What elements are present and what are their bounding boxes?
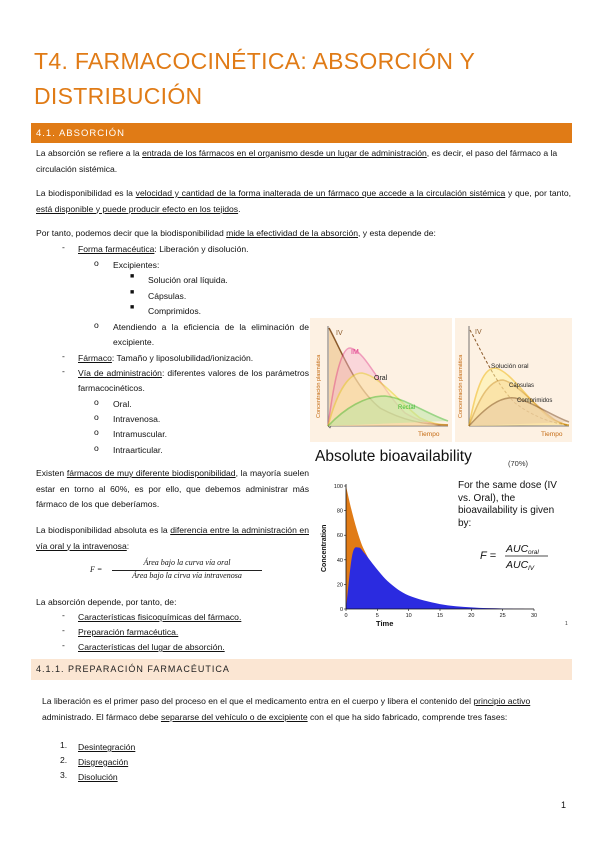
- page-title: T4. FARMACOCINÉTICA: ABSORCIÓN Y DISTRIBUCIÓN: [34, 48, 475, 109]
- subsection-header: [31, 659, 572, 680]
- x-axis-label: Time: [376, 619, 394, 628]
- circle-bullet: o: [94, 412, 99, 422]
- y-tick-label: 80: [336, 508, 343, 515]
- formula-lhs: F =: [480, 550, 497, 562]
- y-tick-label: 60: [336, 533, 343, 540]
- paragraph-biodisponibilidad: La biodisponibilidad es la velocidad y cantidad de la forma inalterada de un fármaco que accede a la circulación sistémica y que, por tanto, está disponible y puede producir efecto en los tejidos.: [36, 188, 572, 214]
- list-item-oral: Oral.: [113, 399, 132, 409]
- x-tick-label: 5: [375, 613, 379, 619]
- chart-note: For the same dose (IV vs. Oral), the bioavailability is given by:: [458, 480, 557, 529]
- formula-num-sub: oral: [528, 549, 539, 556]
- chart-title: Absolute bioavailability: [315, 448, 472, 465]
- dash-bullet: -: [62, 351, 65, 361]
- circle-bullet: o: [94, 258, 99, 268]
- x-tick-label: 0: [344, 613, 348, 619]
- list-item-farmaco: Fármaco: Tamaño y liposolubilidad/ionización.: [78, 353, 254, 363]
- dep-item: Características fisicoquímicas del fármaco.: [78, 612, 242, 622]
- chart-note-box: [458, 480, 570, 536]
- label-solucion: Solución oral: [491, 363, 529, 370]
- dep-item: Preparación farmacéutica.: [78, 627, 179, 637]
- square-bullet: ■: [130, 273, 135, 280]
- list-item-capsulas: Cápsulas.: [148, 291, 187, 301]
- y-tick-label: 0: [339, 607, 343, 613]
- circle-bullet: o: [94, 397, 99, 407]
- y-tick-label: 100: [333, 484, 343, 490]
- chart-subtitle: (70%): [508, 459, 529, 468]
- paragraph-existen: Existen fármacos de muy diferente biodisponibilidad, la mayoría suelen estar en torno al 60%, es por ello, que debemos administrar más fármaco de los que deberíamos.: [36, 468, 309, 509]
- x-tick-label: 20: [468, 613, 475, 619]
- label-comprimidos: Comprimidos: [517, 398, 553, 404]
- x-tick-label: 15: [436, 613, 444, 619]
- y-tick-label: 40: [336, 557, 343, 564]
- label-im: IM: [351, 349, 359, 356]
- bioavailability-chart: [312, 442, 574, 630]
- x-label: Tiempo: [418, 431, 440, 438]
- ordinal: 3.: [60, 770, 68, 780]
- section-header: [31, 123, 572, 143]
- dash-bullet: -: [62, 625, 65, 635]
- subsection-title: 4.1.1. PREPARACIÓN FARMACÉUTICA: [36, 664, 230, 674]
- dash-bullet: -: [62, 242, 65, 252]
- circle-bullet: o: [94, 443, 99, 453]
- y-tick-label: 20: [336, 582, 343, 589]
- paragraph-absorcion: La absorción se refiere a la entrada de los fármacos en el organismo desde un lugar de administración, es decir, el paso del fármaco a la circulación sistémica.: [36, 148, 558, 174]
- phase-item: Disgregación: [78, 757, 129, 767]
- formula-den-sub: IV: [528, 565, 535, 572]
- x-label: Tiempo: [541, 431, 563, 438]
- formula-den: AUC: [506, 559, 529, 571]
- square-bullet: ■: [130, 304, 135, 311]
- ordinal: 2.: [60, 755, 68, 765]
- square-bullet: ■: [130, 289, 135, 296]
- phase-item: Desintegración: [78, 742, 136, 752]
- section-title: 4.1. ABSORCIÓN: [36, 128, 125, 139]
- dep-item: Características del lugar de absorción.: [78, 642, 225, 652]
- paragraph-depende: Por tanto, podemos decir que la biodisponibilidad mide la efectividad de la absorción, y esta depende de:: [36, 228, 436, 238]
- list-item-atendiendo: Atendiendo a la eficiencia de la eliminación de excipiente.: [113, 322, 309, 347]
- y-label: Concentración plasmática: [458, 354, 464, 418]
- phase-item: Disolución: [78, 772, 118, 782]
- y-label: Concentración plasmática: [316, 354, 322, 418]
- list-item-comprimidos: Comprimidos.: [148, 306, 202, 316]
- label-capsulas: Cápsulas: [509, 383, 535, 389]
- label-oral: Oral: [374, 375, 388, 382]
- list-item-via: Vía de administración: diferentes valores de los parámetros farmacocinéticos.: [78, 368, 310, 393]
- list-item-intraarticular: Intraarticular.: [113, 445, 163, 455]
- circle-bullet: o: [94, 320, 99, 330]
- circle-bullet: o: [94, 427, 99, 437]
- label-iv: IV: [336, 330, 343, 337]
- bioavailability-formula: F = Área bajo la curva vía oral Área bajo la cirva vía intravenosa: [90, 558, 270, 584]
- y-axis-label: Concentration: [321, 524, 328, 572]
- x-tick-label: 25: [499, 613, 506, 619]
- dash-bullet: -: [62, 610, 65, 620]
- routes-figure: [310, 318, 452, 442]
- dash-bullet: -: [62, 366, 65, 376]
- paragraph-liberacion: La liberación es el primer paso del proceso en el que el medicamento entra en el cuerpo y libera el contenido del principio activo administrado. El fármaco debe separarse del vehículo o de excipiente con el que ha sido fabricado, comprende tres fases:: [42, 696, 531, 722]
- paragraph-absoluta: La biodisponibilidad absoluta es la diferencia entre la administración en vía oral y la intravenosa:: [36, 525, 309, 551]
- list-item-intramuscular: Intramuscular.: [113, 429, 167, 439]
- formulations-figure: [455, 318, 572, 442]
- chart-corner-number: 1: [565, 621, 568, 627]
- ordinal: 1.: [60, 740, 68, 750]
- list-item-forma: Forma farmacéutica: Liberación y disolución.: [78, 244, 249, 254]
- dash-bullet: -: [62, 640, 65, 650]
- paragraph-depende-de: La absorción depende, por tanto, de:: [36, 597, 177, 607]
- x-tick-label: 10: [405, 613, 412, 619]
- list-item-excipientes: Excipientes:: [113, 260, 160, 270]
- list-item-solucion: Solución oral líquida.: [148, 275, 228, 285]
- label-iv: IV: [475, 329, 482, 336]
- page-number: 1: [561, 800, 567, 810]
- list-item-intravenosa: Intravenosa.: [113, 414, 161, 424]
- x-tick-label: 30: [530, 613, 538, 619]
- label-rectal: Rectal: [398, 405, 416, 411]
- formula-num: AUC: [506, 543, 529, 555]
